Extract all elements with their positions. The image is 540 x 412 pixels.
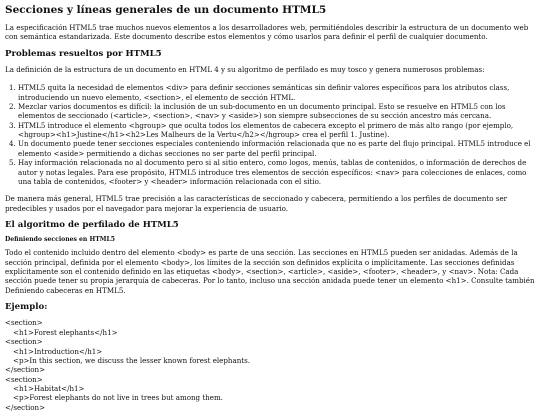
code-line: </section> — [5, 402, 46, 412]
problem-item: 5. Hay información relacionada no al documento pero si al sitio entero, como logos, menús, tablas de contenidos, o información de derechos de autor y notas legales. Para ese propósito, HTML5 introduce tres elementos de sección específicos: <nav> para colecciones de enlaces, como una tabla de contenidos, <footer> y <header> información relacionada con el sitio. — [18, 158, 535, 186]
code-line: <h1>Habitat</h1> — [13, 383, 85, 393]
code-line: <h1>Introduction</h1> — [13, 346, 103, 356]
problems-intro: La definición de la estructura de un documento en HTML 4 y su algoritmo de perfilado es muy tosco y genera numerosos problemas: — [5, 64, 485, 74]
problem-item: 2. Mezclar varios documentos es difícil: la inclusión de un sub-documento en un documento principal. Esto se resuelve en HTML5 con los elementos de seccionado (<article>, <section>, <nav> y <aside>) son siempre subsecciones de su sección ancestro más cercana. — [18, 102, 535, 121]
code-line: <section> — [5, 337, 43, 347]
algorithm-body: Todo el contenido incluido dentro del elemento <body> es parte de una sección. Las secciones en HTML5 pueden ser anidadas. Además de la sección principal, definida por el elemento <body>, los límites de la sección son definidos explícita o implícitamente. Las secciones definidas explícitamente son el contenido definido en las etiquetas <body>, <section>, <article>, <aside>, <footer>, <header>, y <nav>. Nota: Cada sección puede tener su propia jerarquía de cabeceras. Por lo tanto, incluso una sección anidada puede tener un elemento <h1>. Consulte también Definiendo cabeceras en HTML5. — [5, 248, 535, 295]
code-line: <h1>Forest elephants</h1> — [13, 327, 118, 337]
code-line: <p>Forest elephants do not live in trees but among them. — [13, 393, 223, 403]
example-heading: Ejemplo: — [5, 302, 48, 313]
page-title: Secciones y líneas generales de un documento HTML5 — [5, 4, 327, 16]
problems-summary: De manera más general, HTML5 trae precisión a las características de seccionado y cabecera, permitiendo a los perfiles de documento ser predecibles y usados por el navegador para mejorar la experiencia de usuario. — [5, 194, 508, 213]
problems-list — [5, 83, 535, 186]
algorithm-heading: El algoritmo de perfilado de HTML5 — [5, 219, 179, 230]
code-line: </section> — [5, 365, 46, 375]
intro-paragraph: La especificación HTML5 trae muchos nuevos elementos a los desarrolladores web, permitiéndoles describir la estructura de un documento web con semántica estandarizada. Este documento describe estos elementos y cómo usarlos para definir el perfil de cualquier documento. — [5, 22, 529, 42]
problem-item: 4. Un documento puede tener secciones especiales conteniendo información relacionada que no es parte del flujo principal. HTML5 introduce el elemento <aside> permitiendo a dichas secciones no ser parte del perfil principal. — [18, 139, 535, 158]
algorithm-subheading: Definiendo secciones en HTML5 — [5, 236, 116, 244]
code-line: <p>In this section, we discuss the lesser known forest elephants. — [13, 355, 251, 365]
code-example — [5, 318, 535, 412]
problems-heading: Problemas resueltos por HTML5 — [5, 48, 162, 59]
code-line: <section> — [5, 318, 43, 328]
problem-item: 3. HTML5 introduce el elemento <hgroup> que oculta todos los elementos de cabecera excepto el primero de más alto rango (por ejemplo, <hgroup><h1>Justine</h1><h2>Les Malheurs de la Vertu</h2></hgroup> crea el perfil 1. Justine). — [18, 121, 535, 140]
problem-item: 1. HTML5 quita la necesidad de elementos <div> para definir secciones semánticas sin definir valores específicos para los atributos class, introduciendo un nuevo elemento, <section>, el elemento de sección HTML. — [18, 83, 535, 102]
code-line: <section> — [5, 374, 43, 384]
